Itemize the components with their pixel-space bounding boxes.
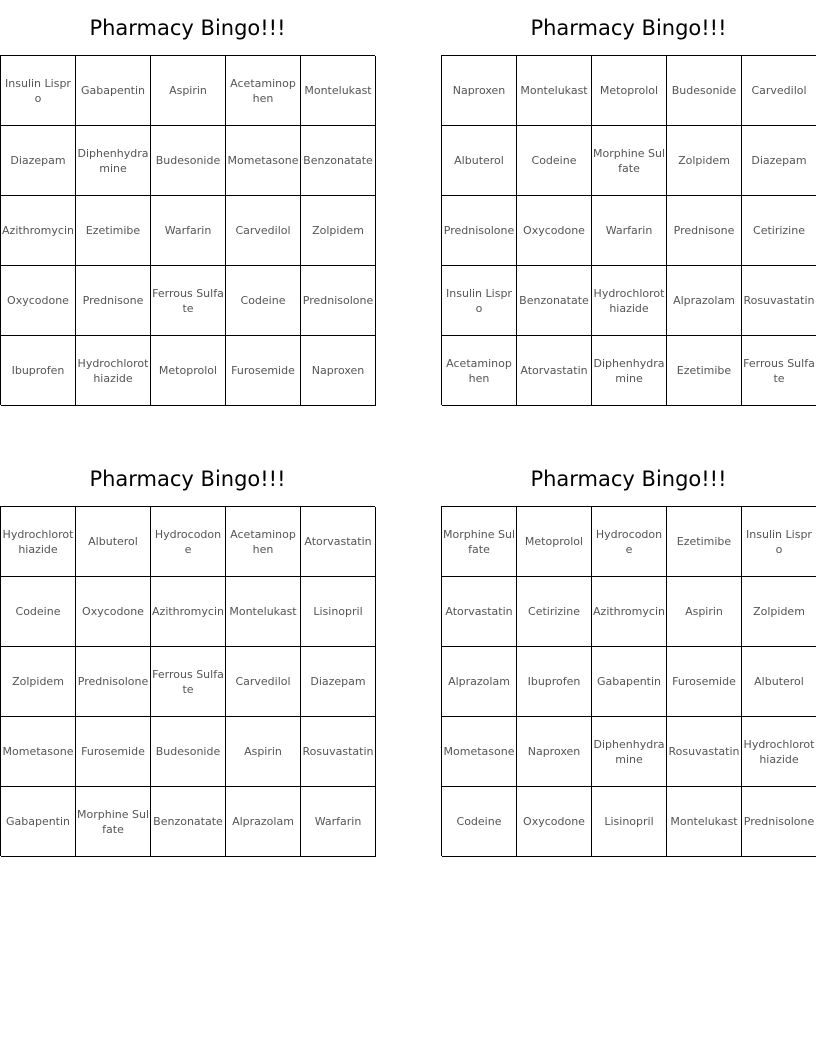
bingo-cell: Azithromycin: [151, 577, 226, 647]
bingo-cell: Hydrocodone: [592, 507, 667, 577]
bingo-cell: Aspirin: [226, 717, 301, 787]
bingo-cell: Mometasone: [1, 717, 76, 787]
bingo-cell: Insulin Lispro: [1, 56, 76, 126]
bingo-cell: Codeine: [442, 787, 517, 857]
bingo-cell: Albuterol: [742, 647, 816, 717]
bingo-cell: Lisinopril: [301, 577, 376, 647]
bingo-card: [0, 0, 375, 405]
bingo-cell: Montelukast: [226, 577, 301, 647]
bingo-cell: Prednisolone: [442, 196, 517, 266]
bingo-cell: Cetirizine: [742, 196, 816, 266]
bingo-cell: Budesonide: [667, 56, 742, 126]
bingo-cell: Montelukast: [667, 787, 742, 857]
bingo-cell: Mometasone: [442, 717, 517, 787]
bingo-cell: Naproxen: [517, 717, 592, 787]
bingo-cell: Diazepam: [301, 647, 376, 717]
bingo-cell: Oxycodone: [517, 787, 592, 857]
bingo-cell: Morphine Sulfate: [592, 126, 667, 196]
bingo-cell: Ibuprofen: [1, 336, 76, 406]
bingo-cell: Morphine Sulfate: [442, 507, 517, 577]
bingo-cell: Prednisolone: [301, 266, 376, 336]
bingo-cell: Atorvastatin: [442, 577, 517, 647]
bingo-cell: Carvedilol: [742, 56, 816, 126]
bingo-cell: Naproxen: [301, 336, 376, 406]
bingo-cell: Diphenhydramine: [76, 126, 151, 196]
bingo-cell: Furosemide: [667, 647, 742, 717]
bingo-cell: Morphine Sulfate: [76, 787, 151, 857]
bingo-grid: [0, 55, 375, 405]
bingo-card: [441, 451, 816, 856]
bingo-cell: Montelukast: [517, 56, 592, 126]
bingo-cell: Diphenhydramine: [592, 717, 667, 787]
bingo-cell: Prednisolone: [76, 647, 151, 717]
bingo-cell: Atorvastatin: [517, 336, 592, 406]
bingo-cell: Metoprolol: [517, 507, 592, 577]
bingo-cell: Gabapentin: [592, 647, 667, 717]
bingo-cell: Zolpidem: [667, 126, 742, 196]
bingo-cell: Rosuvastatin: [742, 266, 816, 336]
bingo-cell: Albuterol: [442, 126, 517, 196]
bingo-card: [0, 451, 375, 856]
bingo-cell: Insulin Lispro: [742, 507, 816, 577]
bingo-cell: Prednisolone: [742, 787, 816, 857]
bingo-cell: Lisinopril: [592, 787, 667, 857]
bingo-grid: [441, 506, 816, 856]
bingo-card: [441, 0, 816, 405]
bingo-cell: Metoprolol: [151, 336, 226, 406]
bingo-cell: Azithromycin: [1, 196, 76, 266]
bingo-cell: Codeine: [517, 126, 592, 196]
bingo-cell: Ezetimibe: [76, 196, 151, 266]
bingo-cell: Hydrochlorothiazide: [1, 507, 76, 577]
bingo-cell: Zolpidem: [301, 196, 376, 266]
bingo-cell: Albuterol: [76, 507, 151, 577]
bingo-cell: Hydrochlorothiazide: [76, 336, 151, 406]
bingo-cell: Oxycodone: [76, 577, 151, 647]
bingo-cell: Acetaminophen: [226, 56, 301, 126]
bingo-cell: Oxycodone: [517, 196, 592, 266]
bingo-cell: Ezetimibe: [667, 336, 742, 406]
card-title: Pharmacy Bingo!!!: [89, 467, 286, 491]
bingo-cell: Alprazolam: [667, 266, 742, 336]
bingo-cell: Aspirin: [667, 577, 742, 647]
bingo-cell: Cetirizine: [517, 577, 592, 647]
bingo-cell: Rosuvastatin: [301, 717, 376, 787]
bingo-cell: Benzonatate: [517, 266, 592, 336]
bingo-cell: Prednisone: [76, 266, 151, 336]
bingo-cell: Ferrous Sulfate: [742, 336, 816, 406]
bingo-cell: Carvedilol: [226, 647, 301, 717]
bingo-cell: Ibuprofen: [517, 647, 592, 717]
bingo-cell: Hydrochlorothiazide: [742, 717, 816, 787]
bingo-cell: Hydrocodone: [151, 507, 226, 577]
bingo-cell: Ferrous Sulfate: [151, 647, 226, 717]
bingo-cell: Carvedilol: [226, 196, 301, 266]
bingo-cell: Warfarin: [592, 196, 667, 266]
bingo-cell: Insulin Lispro: [442, 266, 517, 336]
bingo-cell: Acetaminophen: [442, 336, 517, 406]
bingo-cell: Furosemide: [76, 717, 151, 787]
bingo-cell: Azithromycin: [592, 577, 667, 647]
bingo-grid: [0, 506, 375, 856]
bingo-cell: Budesonide: [151, 126, 226, 196]
bingo-cell: Oxycodone: [1, 266, 76, 336]
bingo-cell: Alprazolam: [226, 787, 301, 857]
bingo-cell: Ezetimibe: [667, 507, 742, 577]
bingo-grid: [441, 55, 816, 405]
bingo-cell: Zolpidem: [1, 647, 76, 717]
bingo-cell: Prednisone: [667, 196, 742, 266]
bingo-cell: Benzonatate: [301, 126, 376, 196]
bingo-cell: Warfarin: [151, 196, 226, 266]
bingo-cell: Atorvastatin: [301, 507, 376, 577]
bingo-cell: Diphenhydramine: [592, 336, 667, 406]
bingo-cell: Hydrochlorothiazide: [592, 266, 667, 336]
bingo-cell: Gabapentin: [1, 787, 76, 857]
bingo-cell: Budesonide: [151, 717, 226, 787]
bingo-cell: Diazepam: [742, 126, 816, 196]
bingo-cell: Benzonatate: [151, 787, 226, 857]
bingo-cell: Warfarin: [301, 787, 376, 857]
bingo-cell: Furosemide: [226, 336, 301, 406]
bingo-cell: Acetaminophen: [226, 507, 301, 577]
bingo-cell: Aspirin: [151, 56, 226, 126]
bingo-cell: Zolpidem: [742, 577, 816, 647]
bingo-cell: Rosuvastatin: [667, 717, 742, 787]
bingo-cell: Naproxen: [442, 56, 517, 126]
bingo-cell: Codeine: [226, 266, 301, 336]
bingo-cell: Metoprolol: [592, 56, 667, 126]
bingo-cell: Codeine: [1, 577, 76, 647]
bingo-cell: Montelukast: [301, 56, 376, 126]
bingo-cell: Mometasone: [226, 126, 301, 196]
bingo-cell: Gabapentin: [76, 56, 151, 126]
bingo-cell: Alprazolam: [442, 647, 517, 717]
bingo-cell: Diazepam: [1, 126, 76, 196]
card-title: Pharmacy Bingo!!!: [89, 16, 286, 40]
card-title: Pharmacy Bingo!!!: [530, 16, 727, 40]
bingo-cell: Ferrous Sulfate: [151, 266, 226, 336]
card-title: Pharmacy Bingo!!!: [530, 467, 727, 491]
